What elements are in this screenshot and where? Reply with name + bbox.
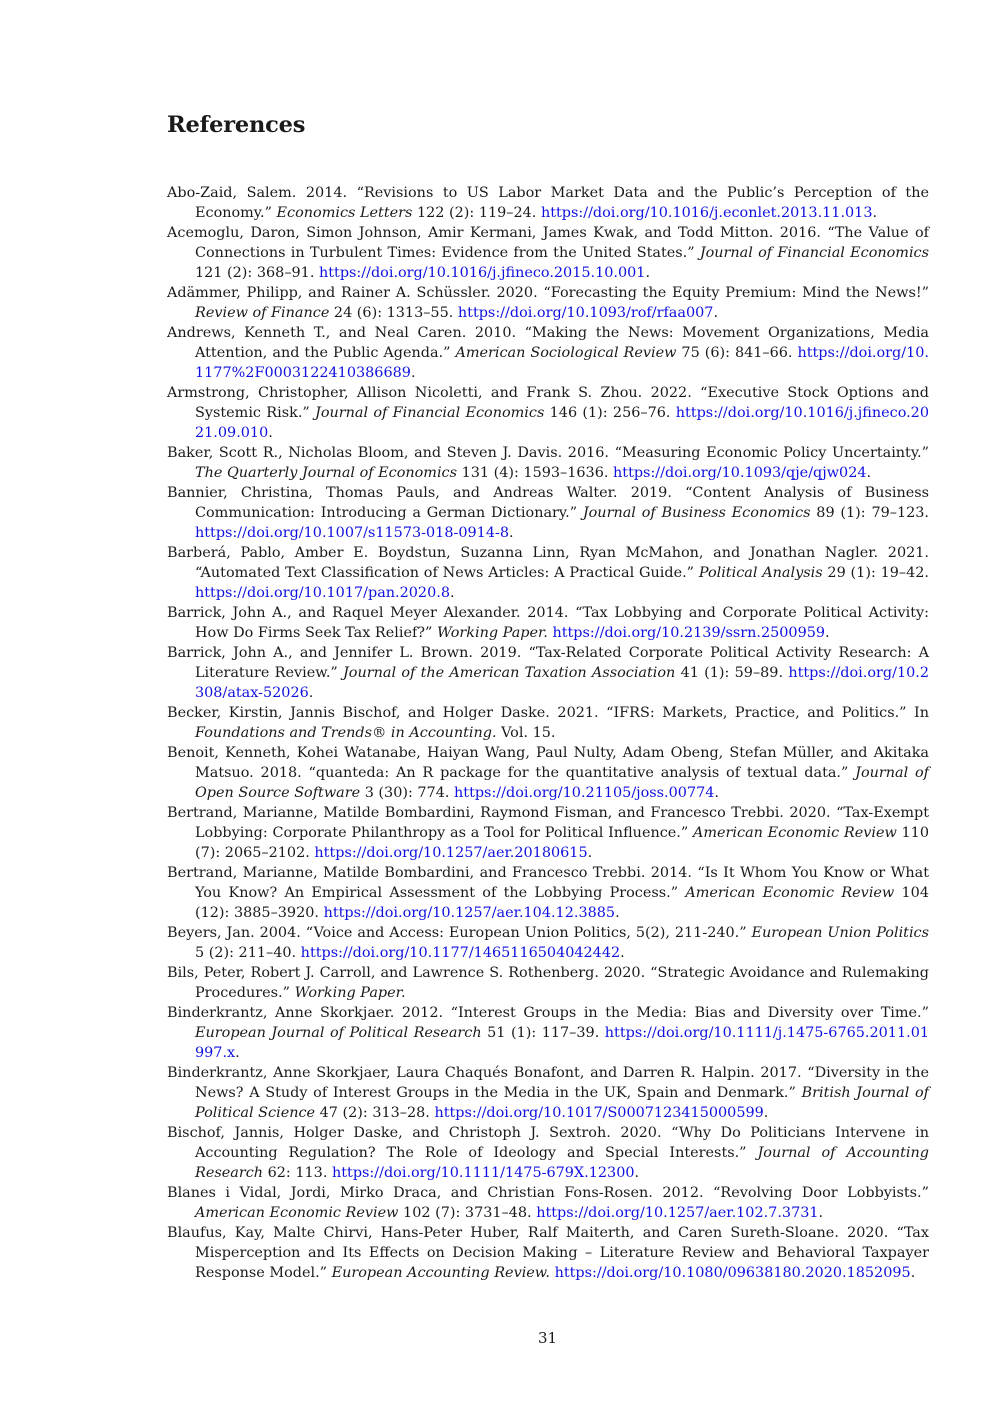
reference-venue: American Economic Review [692, 825, 897, 841]
reference-text: Becker, Kirstin, Jannis Bischof, and Holger Daske. 2021. “IFRS: Markets, Practice, and Politics.” In [167, 705, 929, 721]
reference-venue: Working Paper. [436, 625, 548, 641]
reference-end: . [866, 465, 872, 481]
reference-entry [167, 283, 929, 323]
reference-entry [167, 183, 929, 223]
reference-end: . [509, 525, 514, 541]
doi-link[interactable]: https://doi.org/10.1017/S0007123415000599 [434, 1105, 764, 1121]
section-heading: References [167, 112, 306, 138]
doi-link[interactable]: https://doi.org/10.1093/rof/rfaa007 [457, 305, 714, 321]
reference-text: Baker, Scott R., Nicholas Bloom, and Steven J. Davis. 2016. “Measuring Economic Policy Uncertainty.” [167, 445, 929, 461]
page-number: 31 [537, 1329, 558, 1347]
reference-venue: British Journal of Political Science [195, 1085, 929, 1121]
reference-details: 5 (2): 211–40. [195, 945, 301, 961]
reference-text: Andrews, Kenneth T., and Neal Caren. 2010. “Making the News: Movement Organizations, Media Attention, and the Public Agenda.” [167, 325, 929, 361]
reference-entry [167, 863, 929, 923]
reference-venue: Journal of Financial Economics [699, 245, 929, 261]
reference-venue: Foundations and Trends® in Accounting. [195, 725, 497, 741]
reference-details: 104 (12): 3885–3920. [195, 885, 929, 921]
reference-text: Adämmer, Philipp, and Rainer A. Schüssler. 2020. “Forecasting the Equity Premium: Mind the News!” [167, 285, 929, 301]
reference-details: 122 (2): 119–24. [412, 205, 541, 221]
reference-end: . [645, 265, 651, 281]
reference-list [167, 183, 929, 1283]
reference-end: . [872, 205, 878, 221]
reference-entry [167, 643, 929, 703]
doi-link[interactable]: https://doi.org/10.1007/s11573-018-0914-8 [195, 525, 509, 541]
doi-link[interactable]: https://doi.org/10.1093/qje/qjw024 [613, 465, 867, 481]
reference-end: . [235, 1045, 240, 1061]
reference-end: . [763, 1105, 769, 1121]
reference-end: . [587, 845, 593, 861]
doi-link[interactable]: https://doi.org/10.1177%2F0003122410386689 [195, 345, 929, 381]
reference-end: . [615, 905, 620, 921]
reference-end: . [308, 685, 314, 701]
reference-end: . [634, 1165, 640, 1181]
reference-venue: Working Paper. [294, 985, 406, 1001]
reference-venue: Journal of Accounting Research [195, 1145, 930, 1181]
reference-details: 102 (7): 3731–48. [398, 1205, 537, 1221]
reference-text: Blaufus, Kay, Malte Chirvi, Hans-Peter Huber, Ralf Maiterth, and Caren Sureth-Sloane. 2020. “Tax Misperception and Its Effects on Decision Making – Literature Review and Behavioral Taxpayer Response Model.” [167, 1225, 929, 1281]
reference-venue: American Sociological Review [455, 345, 677, 361]
reference-venue: The Quarterly Journal of Economics [195, 465, 457, 481]
doi-link[interactable]: https://doi.org/10.1111/j.1475-6765.2011.01997.x [195, 1025, 929, 1061]
reference-text: Benoit, Kenneth, Kohei Watanabe, Haiyan Wang, Paul Nulty, Adam Obeng, Stefan Müller, and Akitaka Matsuo. 2018. “quanteda: An R package for the quantitative analysis of textual data.” [167, 745, 929, 781]
reference-text: Blanes i Vidal, Jordi, Mirko Draca, and Christian Fons-Rosen. 2012. “Revolving Door Lobbyists.” [167, 1185, 929, 1201]
reference-end: . [713, 305, 719, 321]
doi-link[interactable]: https://doi.org/10.1257/aer.102.7.3731 [536, 1205, 819, 1221]
doi-link[interactable]: https://doi.org/10.1257/aer.104.12.3885 [323, 905, 616, 921]
reference-entry [167, 743, 929, 803]
doi-link[interactable]: https://doi.org/10.1016/j.jfineco.2021.09.010 [195, 405, 929, 441]
reference-venue: American Economic Review [685, 885, 895, 901]
reference-text: Binderkrantz, Anne Skorkjaer, Laura Chaqués Bonafont, and Darren R. Halpin. 2017. “Diversity in the News? A Study of Interest Groups in the Media in the UK, Spain and Denmark.” [167, 1065, 929, 1101]
reference-venue: European Union Politics [751, 925, 929, 941]
reference-venue: European Accounting Review. [331, 1265, 550, 1281]
reference-details: Vol. 15. [496, 725, 556, 741]
reference-entry [167, 223, 929, 283]
reference-entry [167, 383, 929, 443]
references-section [167, 112, 929, 1283]
doi-link[interactable]: https://doi.org/10.1257/aer.20180615 [314, 845, 588, 861]
reference-text: Bertrand, Marianne, Matilde Bombardini, and Francesco Trebbi. 2014. “Is It Whom You Know or What You Know? An Empirical Assessment of the Lobbying Process.” [167, 865, 929, 901]
reference-entry [167, 1183, 929, 1223]
reference-venue: Economics Letters [276, 205, 413, 221]
reference-venue: Journal of Open Source Software [195, 765, 929, 801]
reference-details: 146 (1): 256–76. [544, 405, 676, 421]
reference-text: Binderkrantz, Anne Skorkjaer. 2012. “Interest Groups in the Media: Bias and Diversity over Time.” [167, 1005, 929, 1021]
reference-end: . [268, 425, 273, 441]
reference-entry [167, 1003, 929, 1063]
reference-details: 41 (1): 59–89. [675, 665, 789, 681]
reference-text: Abo-Zaid, Salem. 2014. “Revisions to US Labor Market Data and the Public’s Perception of the Economy.” [167, 185, 929, 221]
reference-text: Barberá, Pablo, Amber E. Boydstun, Suzanna Linn, Ryan McMahon, and Jonathan Nagler. 2021. “Automated Text Classification of News Articles: A Practical Guide.” [167, 545, 929, 581]
doi-link[interactable]: https://doi.org/10.2308/atax-52026 [195, 665, 929, 701]
reference-details: 47 (2): 313–28. [315, 1105, 435, 1121]
reference-details: 131 (4): 1593–1636. [457, 465, 614, 481]
reference-venue: Journal of the American Taxation Association [343, 665, 676, 681]
doi-link[interactable]: https://doi.org/10.1111/1475-679X.12300 [331, 1165, 635, 1181]
reference-venue: Review of Finance [195, 305, 330, 321]
reference-entry [167, 963, 929, 1003]
reference-details: 29 (1): 19–42. [822, 565, 929, 581]
doi-link[interactable]: https://doi.org/10.1016/j.econlet.2013.11.013 [540, 205, 873, 221]
reference-details: 121 (2): 368–91. [195, 265, 319, 281]
reference-entry [167, 543, 929, 603]
reference-details: 110 (7): 2065–2102. [195, 825, 929, 861]
doi-link[interactable]: https://doi.org/10.1177/1465116504042442 [300, 945, 621, 961]
reference-entry [167, 1223, 929, 1283]
doi-link[interactable]: https://doi.org/10.1017/pan.2020.8 [195, 585, 450, 601]
reference-end: . [410, 365, 416, 381]
reference-text: Acemoglu, Daron, Simon Johnson, Amir Kermani, James Kwak, and Todd Mitton. 2016. “The Value of Connections in Turbulent Times: Evidence from the United States.” [167, 225, 929, 261]
reference-text: Beyers, Jan. 2004. “Voice and Access: European Union Politics, 5(2), 211-240.” [167, 925, 752, 941]
reference-details: 24 (6): 1313–55. [329, 305, 458, 321]
reference-entry [167, 483, 929, 543]
reference-text: Armstrong, Christopher, Allison Nicoletti, and Frank S. Zhou. 2022. “Executive Stock Options and Systemic Risk.” [167, 385, 929, 421]
reference-venue: European Journal of Political Research [195, 1025, 482, 1041]
doi-link[interactable]: https://doi.org/10.1080/09638180.2020.1852095 [554, 1265, 911, 1281]
reference-text: Bertrand, Marianne, Matilde Bombardini, Raymond Fisman, and Francesco Trebbi. 2020. “Tax-Exempt Lobbying: Corporate Philanthropy as a Tool for Political Influence.” [167, 805, 929, 841]
reference-details: 62: 113. [263, 1165, 332, 1181]
reference-text: Bils, Peter, Robert J. Carroll, and Lawrence S. Rothenberg. 2020. “Strategic Avoidance and Rulemaking Procedures.” [167, 965, 929, 1001]
reference-details: 3 (30): 774. [360, 785, 455, 801]
reference-entry [167, 443, 929, 483]
reference-venue: American Economic Review [195, 1205, 399, 1221]
reference-text: Barrick, John A., and Jennifer L. Brown. 2019. “Tax-Related Corporate Political Activity Research: A Literature Review.” [167, 645, 929, 681]
reference-end: . [620, 945, 625, 961]
reference-entry [167, 703, 929, 743]
reference-venue: Journal of Financial Economics [315, 405, 545, 421]
reference-entry [167, 323, 929, 383]
reference-end: . [825, 625, 830, 641]
reference-details: 75 (6): 841–66. [676, 345, 798, 361]
doi-link[interactable]: https://doi.org/10.21105/joss.00774 [454, 785, 715, 801]
reference-end: . [910, 1265, 916, 1281]
reference-text: Barrick, John A., and Raquel Meyer Alexander. 2014. “Tax Lobbying and Corporate Political Activity: How Do Firms Seek Tax Relief?” [167, 605, 929, 641]
reference-venue: Journal of Business Economics [582, 505, 811, 521]
reference-entry [167, 923, 929, 963]
reference-text: Bischof, Jannis, Holger Daske, and Christoph J. Sextroh. 2020. “Why Do Politicians Intervene in Accounting Regulation? The Role of Ideology and Special Interests.” [167, 1125, 929, 1161]
doi-link[interactable]: https://doi.org/10.1016/j.jfineco.2015.10.001 [318, 265, 646, 281]
reference-entry [167, 1123, 929, 1183]
reference-venue: Political Analysis [698, 565, 823, 581]
reference-end: . [714, 785, 719, 801]
reference-entry [167, 803, 929, 863]
reference-details: 51 (1): 117–39. [481, 1025, 605, 1041]
reference-end: . [449, 585, 455, 601]
reference-text: Bannier, Christina, Thomas Pauls, and Andreas Walter. 2019. “Content Analysis of Business Communication: Introducing a German Dictionary.” [167, 485, 929, 521]
reference-end: . [818, 1205, 824, 1221]
reference-entry [167, 603, 929, 643]
reference-entry [167, 1063, 929, 1123]
reference-details: 89 (1): 79–123. [810, 505, 929, 521]
doi-link[interactable]: https://doi.org/10.2139/ssrn.2500959 [552, 625, 826, 641]
